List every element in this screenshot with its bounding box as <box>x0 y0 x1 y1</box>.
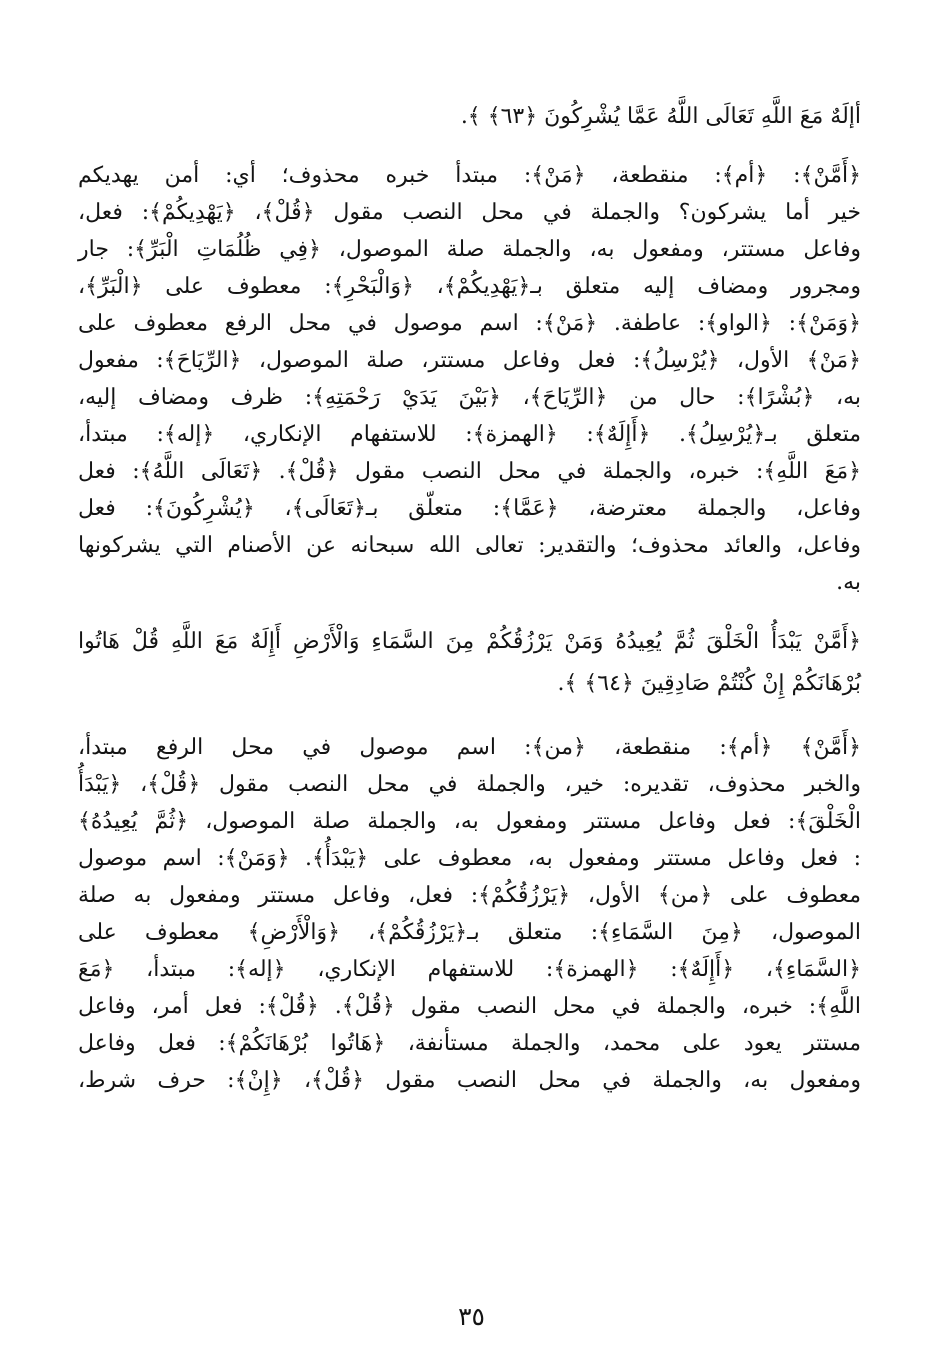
text-line: الْخَلْقَ﴾: فعل وفاعل مستتر ومفعول به، والجملة صلة الموصول، ﴿ثُمَّ يُعِيدُهُ﴾ <box>78 809 861 834</box>
text-line: مستتر يعود على محمد، والجملة مستأنفة، ﴿هَاتُوا بُرْهَانَكُمْ﴾: فعل وفاعل <box>78 1031 861 1056</box>
text-line: ومفعول به، والجملة في محل النصب مقول ﴿قُلْ﴾، ﴿إِنْ﴾: حرف شرط، <box>78 1068 861 1093</box>
text-line: ﴿مَعَ اللَّهِ﴾: خبره، والجملة في محل النصب مقول ﴿قُلْ﴾. ﴿تَعَالَى اللَّهُ﴾: فعل <box>78 459 861 484</box>
text-line: ﴿وَمَنْ﴾: ﴿الواو﴾: عاطفة. ﴿مَنْ﴾: اسم موصول في محل الرفع معطوف على <box>78 311 861 336</box>
text-line: به. <box>836 570 861 595</box>
verse-63-ending: أإلَهٌ مَعَ اللَّهِ تَعَالَى اللَّهُ عَمَّا يُشْرِكُونَ ﴿٦٣﴾ ﴾. <box>460 104 861 129</box>
text-line: متعلق بـ﴿يُرْسِلُ﴾. ﴿أَإِلَهٌ﴾: ﴿الهمزة﴾: للاستفهام الإنكاري، ﴿إله﴾: مبتدأ، <box>78 422 862 447</box>
spacer <box>78 138 861 157</box>
text-line: اللَّهِ﴾: خبره، والجملة في محل النصب مقول ﴿قُلْ﴾. ﴿قُلْ﴾: فعل أمر، وفاعل <box>78 994 861 1019</box>
verse-64 <box>78 621 861 705</box>
text-line: ﴿مَنْ﴾ الأول، ﴿يُرْسِلُ﴾: فعل وفاعل مستتر، صلة الموصول، ﴿الرِّيَاحَ﴾: مفعول <box>78 348 861 373</box>
text-line: وفاعل، والعائد محذوف؛ والتقدير: تعالى الله سبحانه عن الأصنام التي يشركونها <box>78 533 861 558</box>
spacer <box>78 601 861 621</box>
page-number: ٣٥ <box>458 1302 485 1331</box>
text-line: خير أما يشركون؟ والجملة في محل النصب مقول ﴿قُلْ﴾، ﴿يَهْدِيكُمْ﴾: فعل، <box>78 200 861 225</box>
text-line: وفاعل، والجملة معترضة، ﴿عَمَّا﴾: متعلّق بـ﴿تَعَالَى﴾، ﴿يُشْرِكُونَ﴾: فعل <box>78 496 861 521</box>
text-line: به، ﴿بُشْرًا﴾: حال من ﴿الرِّيَاحَ﴾، ﴿بَيْنَ يَدَيْ رَحْمَتِهِ﴾: ظرف ومضاف إليه، <box>78 385 861 410</box>
text-line: والخبر محذوف، تقديره: خير، والجملة في محل النصب مقول ﴿قُلْ﴾، ﴿يَبْدَأُ <box>78 772 861 797</box>
text-line: ﴿السَّمَاءِ﴾، ﴿أَإِلَهٌ﴾: ﴿الهمزة﴾: للاستفهام الإنكاري، ﴿إله﴾: مبتدأ، ﴿مَعَ <box>78 957 861 982</box>
verse-line: بُرْهَانَكُمْ إِنْ كُنْتُمْ صَادِقِينَ ﴿٦٤﴾ ﴾. <box>557 671 861 696</box>
text-line: ﴿أَمَّنْ﴾: ﴿أم﴾: منقطعة، ﴿مَنْ﴾: مبتدأ خبره محذوف؛ أي: أمن يهديكم <box>78 163 861 188</box>
verse-line: ﴿أَمَّنْ يَبْدَأُ الْخَلْقَ ثُمَّ يُعِيدُهُ وَمَنْ يَرْزُقُكُمْ مِنَ السَّمَاءِ وَالْأَرْضِ أَإِلَهٌ مَعَ اللَّهِ قُلْ هَاتُوا <box>78 629 861 654</box>
text-line: ومجرور ومضاف إليه متعلق بـ﴿يَهْدِيكُمْ﴾، ﴿وَالْبَحْرِ﴾: معطوف على ﴿الْبَرِّ﴾، <box>78 274 861 299</box>
text-line: : فعل وفاعل مستتر ومفعول به، معطوف على ﴿يَبْدَأُ﴾. ﴿وَمَنْ﴾: اسم موصول <box>78 846 861 871</box>
paragraph-1-grammar <box>78 157 861 601</box>
text-line: الموصول، ﴿مِنَ السَّمَاءِ﴾: متعلق بـ﴿يَرْزُقُكُمْ﴾، ﴿وَالْأَرْضِ﴾ معطوف على <box>78 920 861 945</box>
spacer <box>78 705 861 729</box>
paragraph-2-grammar <box>78 729 861 1099</box>
text-line: معطوف على ﴿من﴾ الأول، ﴿يَرْزُقُكُمْ﴾: فعل، وفاعل مستتر ومفعول به صلة <box>78 883 861 908</box>
text-line: وفاعل مستتر، ومفعول به، والجملة صلة الموصول، ﴿فِي ظُلُمَاتِ الْبَرِّ﴾: جار <box>78 237 861 262</box>
text-line: ﴿أَمَّنْ﴾ ﴿أم﴾: منقطعة، ﴿من﴾: اسم موصول في محل الرفع مبتدأ، <box>78 735 861 760</box>
